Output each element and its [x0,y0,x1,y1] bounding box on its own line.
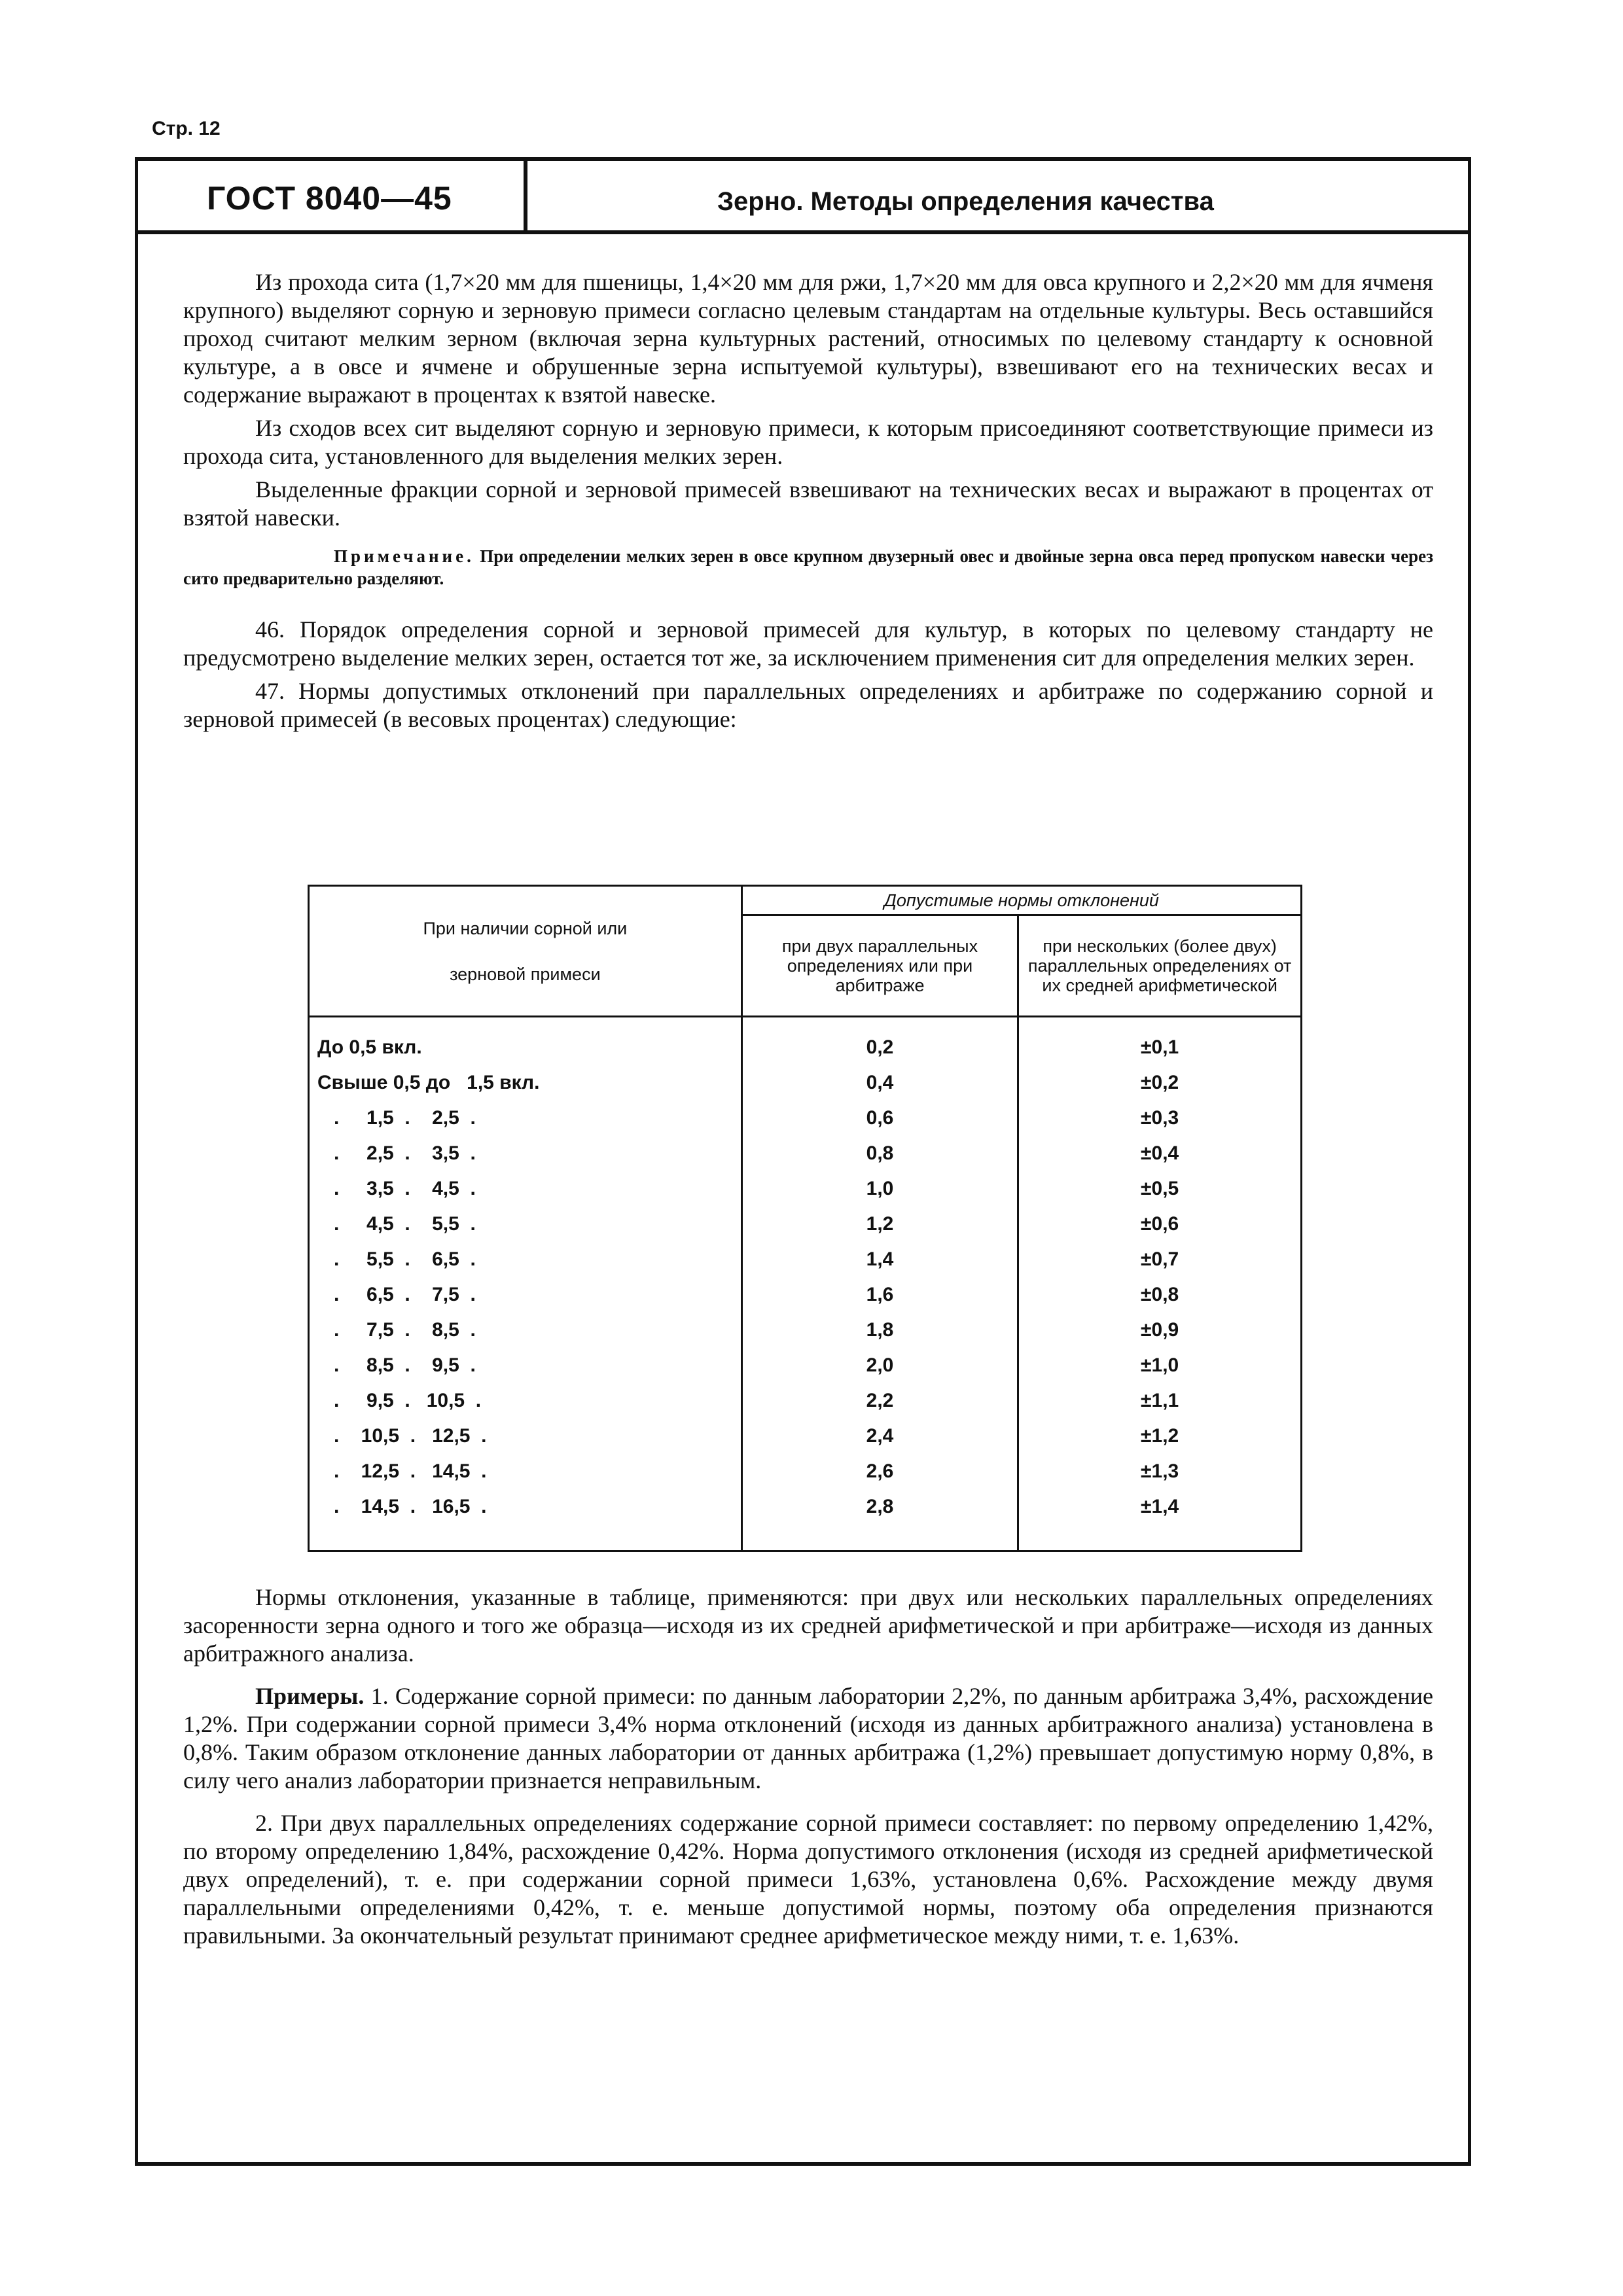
group-header: Допустимые нормы отклонений [741,886,1301,915]
range-cell: . 5,5 . 6,5 . [309,1242,742,1277]
range-cell: . 1,5 . 2,5 . [309,1101,742,1136]
table-row [309,1101,1302,1136]
item-47: 47. Нормы допустимых отклонений при параллельных определениях и арбитраже по содержанию сорной и зерновой примесей (в весовых процентах) следующие: [183,678,1433,732]
range-cell: . 2,5 . 3,5 . [309,1136,742,1171]
col-header-impurity-line2: зерновой примеси [450,964,601,984]
example-2: 2. При двух параллельных определениях содержание сорной примеси составляет: по первому определению 1,42%, по второму определению 1,84%, расхождение 0,42%. Норма допустимого отклонения (исходя из средней арифметической двух определений), т. е. при содержании сорной примеси 1,63%, установлена 0,6%. Расхождение между двумя параллельными определениями 0,42%, т. е. меньше допустимой нормы, поэтому оба определения признаются правильными. За окончательный результат принимают среднее арифметическое между ними, т. е. 1,63%. [183,1810,1433,1949]
examples-label: Примеры. [255,1683,365,1709]
table-row [309,1313,1302,1348]
table-row [309,1454,1302,1489]
main-text [183,268,1433,739]
page-number: Стр. 12 [152,118,221,139]
deviation-cell: ±0,4 [1018,1136,1302,1171]
range-cell: . 14,5 . 16,5 . [309,1489,742,1551]
value-cell: 2,6 [741,1454,1018,1489]
table-row [309,1489,1302,1551]
value-cell: 1,2 [741,1207,1018,1242]
value-cell: 1,4 [741,1242,1018,1277]
deviation-cell: ±0,7 [1018,1242,1302,1277]
deviation-cell: ±1,3 [1018,1454,1302,1489]
note-label: Примечание. [334,546,474,566]
table-row [309,1171,1302,1207]
value-cell: 0,4 [741,1065,1018,1101]
range-cell: . 10,5 . 12,5 . [309,1419,742,1454]
range-cell: Свыше 0,5 до 1,5 вкл. [309,1065,742,1101]
value-cell: 0,8 [741,1136,1018,1171]
value-cell: 1,0 [741,1171,1018,1207]
paragraph: Из прохода сита (1,7×20 мм для пшеницы, 1,4×20 мм для ржи, 1,7×20 мм для овса крупного и 2,2×20 мм для ячменя крупного) выделяют сорную и зерновую примеси согласно целевым стандартам на отдельные культуры. Весь оставшийся проход считают мелким зерном (включая зерна культурных растений, относимых по целевому стандарту к основной культуре, а в овсе и ячмене и обрушенные зерна испытуемой культуры), взвешивают его на технических весах и содержание выражают в процентах к взятой навеске. [183,269,1433,408]
col-header-two-parallel: при двух параллельных определениях или при арбитраже [741,915,1018,1017]
deviation-cell: ±1,0 [1018,1348,1302,1383]
document-title: Зерно. Методы определения качества [717,187,1214,216]
standard-number: ГОСТ 8040—45 [207,180,452,217]
table-row [309,1383,1302,1419]
item-46: 46. Порядок определения сорной и зерновой примесей для культур, в которых по целевому стандарту не предусмотрено выделение мелких зерен, остается тот же, за исключением применения сит для определения мелких зерен. [183,616,1433,671]
value-cell: 1,8 [741,1313,1018,1348]
norms-table [308,885,1302,1552]
deviation-cell: ±1,1 [1018,1383,1302,1419]
table-row [309,1136,1302,1171]
document-header [135,157,1471,234]
deviation-cell: ±0,3 [1018,1101,1302,1136]
range-cell: . 4,5 . 5,5 . [309,1207,742,1242]
range-cell: . 7,5 . 8,5 . [309,1313,742,1348]
deviation-cell: ±0,8 [1018,1277,1302,1313]
range-cell: . 12,5 . 14,5 . [309,1454,742,1489]
norms-table-container [308,885,1302,1540]
value-cell: 2,8 [741,1489,1018,1551]
paragraph: Из сходов всех сит выделяют сорную и зерновую примеси, к которым присоединяют соответствующие примеси из прохода сита, установленного для выделения мелких зерен. [183,415,1433,469]
norms-paragraph: Нормы отклонения, указанные в таблице, применяются: при двух или нескольких параллельных определениях засоренности зерна одного и того же образца—исходя из их средней арифметической и при арбитраже—исходя из данных арбитражного анализа. [183,1584,1433,1667]
example-1-text: 1. Содержание сорной примеси: по данным лаборатории 2,2%, по данным арбитража 3,4%, расхождение 1,2%. При содержании сорной примеси 3,4% норма отклонений (исходя из данных арбитражного анализа) установлена в 0,8%. Таким образом отклонение данных лаборатории от данных арбитража (1,2%) превышает допустимую норму 0,8%, в силу чего анализ лаборатории признается неправильным. [183,1683,1433,1793]
post-table-text [183,1583,1433,1964]
value-cell: 2,0 [741,1348,1018,1383]
value-cell: 0,2 [741,1017,1018,1066]
range-cell: . 8,5 . 9,5 . [309,1348,742,1383]
note [183,545,1433,590]
value-cell: 0,6 [741,1101,1018,1136]
col-header-impurity-line1: При наличии сорной или [423,918,628,938]
deviation-cell: ±1,2 [1018,1419,1302,1454]
example-1 [183,1682,1433,1795]
range-cell: До 0,5 вкл. [309,1017,742,1066]
table-row [309,1207,1302,1242]
header-divider [524,157,527,232]
deviation-cell: ±1,4 [1018,1489,1302,1551]
range-cell: . 6,5 . 7,5 . [309,1277,742,1313]
range-cell: . 3,5 . 4,5 . [309,1171,742,1207]
value-cell: 2,4 [741,1419,1018,1454]
table-row [309,1065,1302,1101]
table-row [309,1419,1302,1454]
table-row [309,1017,1302,1066]
col-header-several-parallel: при нескольких (более двух) параллельных определениях от их средней арифметической [1018,915,1302,1017]
value-cell: 2,2 [741,1383,1018,1419]
deviation-cell: ±0,9 [1018,1313,1302,1348]
table-row [309,1277,1302,1313]
deviation-cell: ±0,5 [1018,1171,1302,1207]
table-row [309,1348,1302,1383]
deviation-cell: ±0,6 [1018,1207,1302,1242]
value-cell: 1,6 [741,1277,1018,1313]
range-cell: . 9,5 . 10,5 . [309,1383,742,1419]
note-text: При определении мелких зерен в овсе крупном двузерный овес и двойные зерна овса перед пропуском навески через сито предварительно разделяют. [183,546,1434,588]
deviation-cell: ±0,1 [1018,1017,1302,1066]
col-header-impurity [309,886,742,1017]
paragraph: Выделенные фракции сорной и зерновой примесей взвешивают на технических весах и выражают в процентах от взятой навески. [183,476,1433,531]
deviation-cell: ±0,2 [1018,1065,1302,1101]
table-row [309,1242,1302,1277]
